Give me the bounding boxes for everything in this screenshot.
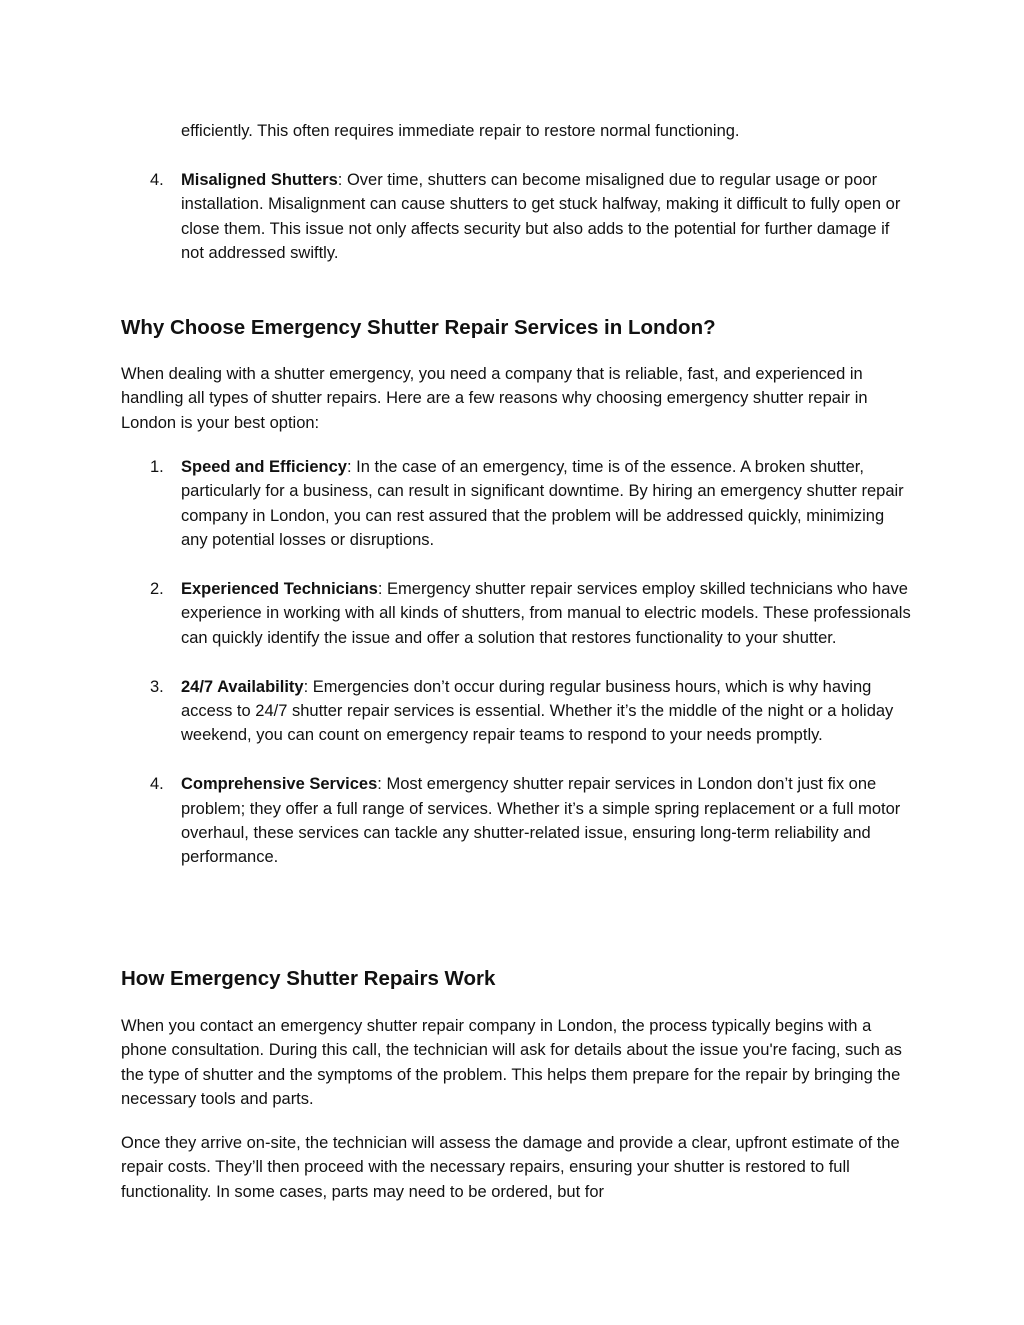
list-item-term: Speed and Efficiency [181,458,347,476]
list-number: 4. [150,171,164,189]
section-heading-how-it-works: How Emergency Shutter Repairs Work [121,967,496,990]
reasons-list [121,455,911,870]
list-number: 2. [150,580,164,599]
list-item-text: : In the case of an emergency, time is of the essence. A broken shutter, particularly for a business, can result in significant downtime. By hiring an emergency shutter repair company in London, you can rest assured that the problem will be addressed quickly, minimizing any potential losses or disruptions. [181,458,904,550]
list-item-text: : Over time, shutters can become misaligned due to regular usage or poor installation. Misalignment can cause shutters to get stuck halfway, making it difficult to fully open or close them. This issue not only affects security but also adds to the potential for further damage if not addressed swiftly. [181,171,901,263]
continuation-text: efficiently. This often requires immediate repair to restore normal functioning. [181,122,740,140]
list-number: 4. [150,775,164,794]
problems-list [121,168,911,266]
list-item [121,772,911,870]
list-item-text: : Most emergency shutter repair services in London don’t just fix one problem; they offer a full range of services. Whether it’s a simple spring replacement or a full motor overhaul, these services can tackle any shutter-related issue, ensuring long-term reliability and performance. [181,775,901,867]
list-item-term: Misaligned Shutters [181,171,338,189]
list-item [121,577,911,650]
list-item-text: : Emergency shutter repair services employ skilled technicians who have experience in working with all kinds of shutters, from manual to electric models. These professionals can quickly identify the issue and offer a solution that restores functionality to your shutter. [181,580,911,647]
list-item-text: : Emergencies don’t occur during regular business hours, which is why having access to 24/7 shutter repair services is essential. Whether it’s the middle of the night or a holiday weekend, you can count on emergency repair teams to respond to your needs promptly. [181,677,894,745]
list-number: 1. [150,458,164,476]
list-item-term: 24/7 Availability [181,677,304,696]
section-intro-paragraph: When dealing with a shutter emergency, you need a company that is reliable, fast, and experienced in handling all types of shutter repairs. Here are a few reasons why choosing emergency shutter repair in London is your best option: [121,365,868,432]
list-item [121,455,911,553]
list-number: 3. [150,677,164,696]
list-item-term: Comprehensive Services [181,775,378,794]
list-item [121,675,911,748]
section-heading-why-choose: Why Choose Emergency Shutter Repair Services in London? [121,316,716,339]
list-item-term: Experienced Technicians [181,580,378,599]
body-paragraph: Once they arrive on-site, the technician will assess the damage and provide a clear, upfront estimate of the repair costs. They’ll then proceed with the necessary repairs, ensuring your shutter is restored to full functionality. In some cases, parts may need to be ordered, but for [121,1134,900,1201]
list-item [121,168,911,266]
body-paragraph: When you contact an emergency shutter repair company in London, the process typically begins with a phone consultation. During this call, the technician will ask for details about the issue you're facing, such as the type of shutter and the symptoms of the problem. This helps them prepare for the repair by bringing the necessary tools and parts. [121,1017,902,1109]
